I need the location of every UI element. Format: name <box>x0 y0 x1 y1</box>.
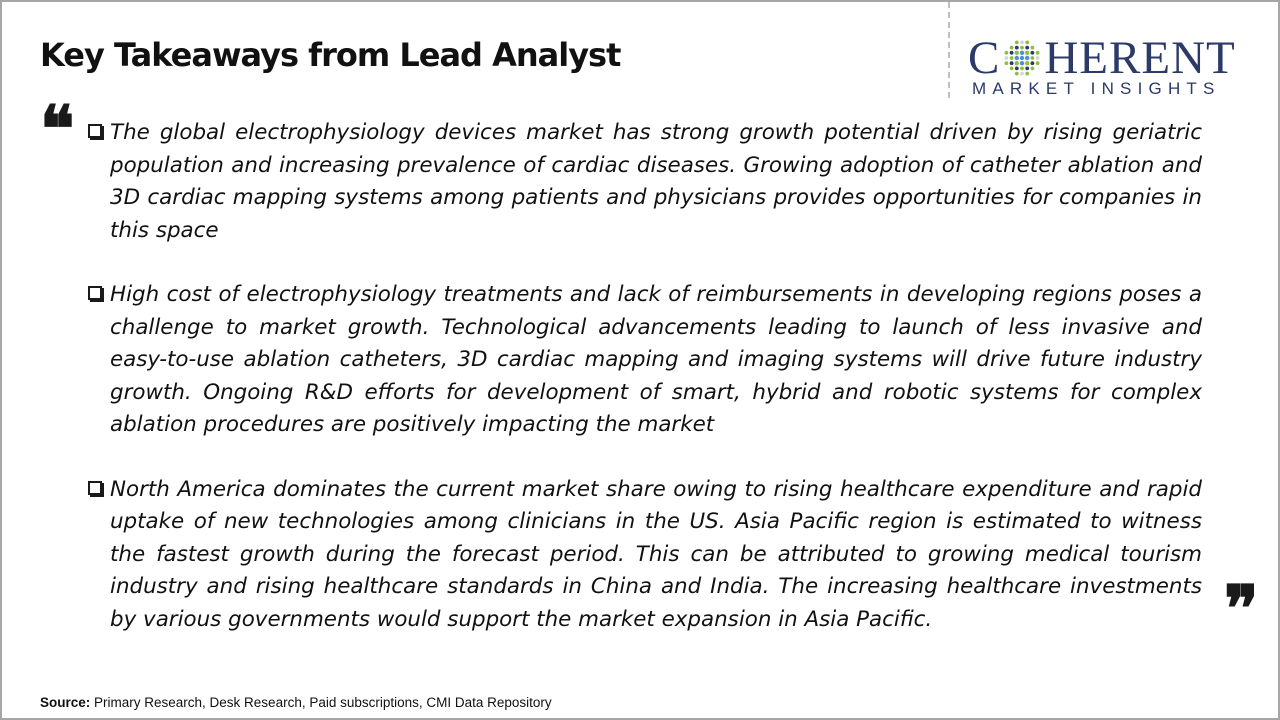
logo-dot <box>1020 56 1024 60</box>
takeaways-list <box>88 117 1202 636</box>
logo-dot <box>1025 56 1029 60</box>
logo-dot <box>1025 61 1029 65</box>
logo-dot <box>1020 67 1024 71</box>
logo-dot <box>1015 51 1019 55</box>
source-text: Primary Research, Desk Research, Paid subscriptions, CMI Data Repository <box>90 695 552 710</box>
company-logo <box>968 32 1268 102</box>
logo-dot <box>1036 61 1040 65</box>
logo-wordmark <box>968 32 1236 84</box>
logo-dot <box>1015 46 1019 50</box>
logo-wordmark-end: HERENT <box>1044 32 1236 84</box>
takeaway-item <box>88 474 1202 637</box>
takeaway-text: The global electrophysiology devices market has strong growth potential driven by rising geriatric population and increasing prevalence of cardiac diseases. Growing adoption of catheter ablation and 3D cardiac mapping systems among patients and physicians provides opportunities for companies in this space <box>110 120 1202 243</box>
logo-wordmark-start: C <box>968 32 1001 84</box>
takeaway-text: High cost of electrophysiology treatments and lack of reimbursements in developing regions poses a challenge to market growth. Technological advancements leading to launch of less invasive and easy-to-use ablation catheters, 3D cardiac mapping and imaging systems will drive future industry growth. Ongoing R&D efforts for development of smart, hybrid and robotic systems for complex ablation procedures are positively impacting the market <box>110 282 1202 437</box>
logo-dot <box>1015 61 1019 65</box>
logo-dot <box>1031 61 1035 65</box>
takeaway-item <box>88 117 1202 247</box>
logo-dot <box>1020 61 1024 65</box>
logo-globe-icon <box>1002 38 1042 78</box>
logo-dot <box>1005 61 1009 65</box>
logo-dot <box>1005 51 1009 55</box>
logo-dot <box>1020 51 1024 55</box>
logo-dot <box>1036 51 1040 55</box>
logo-dot <box>1010 67 1014 71</box>
logo-dot <box>1010 61 1014 65</box>
logo-dot <box>1031 46 1035 50</box>
page-title: Key Takeaways from Lead Analyst <box>40 36 621 74</box>
logo-dot <box>1025 51 1029 55</box>
logo-dot <box>1036 56 1040 60</box>
logo-dot <box>1010 51 1014 55</box>
close-quote-icon: ❞ <box>1224 572 1259 647</box>
checkbox-bullet-icon <box>88 481 102 495</box>
logo-dot <box>1015 41 1019 45</box>
logo-dot <box>1026 41 1030 45</box>
logo-subtitle: MARKET INSIGHTS <box>972 79 1221 98</box>
source-label: Source: <box>40 695 91 710</box>
logo-divider <box>948 2 950 98</box>
source-note <box>40 695 552 710</box>
checkbox-bullet-icon <box>88 124 102 138</box>
logo-dot <box>1010 56 1014 60</box>
logo-dot <box>1020 41 1024 45</box>
takeaway-text: North America dominates the current market share owing to rising healthcare expenditure and rapid uptake of new technologies among clinicians in the US. Asia Pacific region is estimated to witness the fastest growth during the forecast period. This can be attributed to growing medical tourism industry and rising healthcare standards in China and India. The increasing healthcare investments by various governments would support the market expansion in Asia Pacific. <box>110 476 1202 632</box>
logo-dot <box>1020 46 1024 50</box>
logo-dot <box>1026 67 1030 71</box>
logo-dot <box>1031 51 1035 55</box>
open-quote-icon: ❝ <box>40 92 75 167</box>
logo-dot <box>1015 67 1019 71</box>
takeaway-item <box>88 279 1202 442</box>
checkbox-bullet-icon <box>88 286 102 300</box>
logo-dot <box>1015 56 1019 60</box>
logo-dot <box>1031 67 1035 71</box>
logo-dot <box>1026 72 1030 76</box>
logo-dot <box>1031 56 1035 60</box>
logo-dot <box>1015 72 1019 76</box>
logo-dot <box>1026 46 1030 50</box>
logo-dot <box>1005 56 1009 60</box>
logo-dot <box>1020 72 1024 76</box>
logo-dot <box>1010 46 1014 50</box>
